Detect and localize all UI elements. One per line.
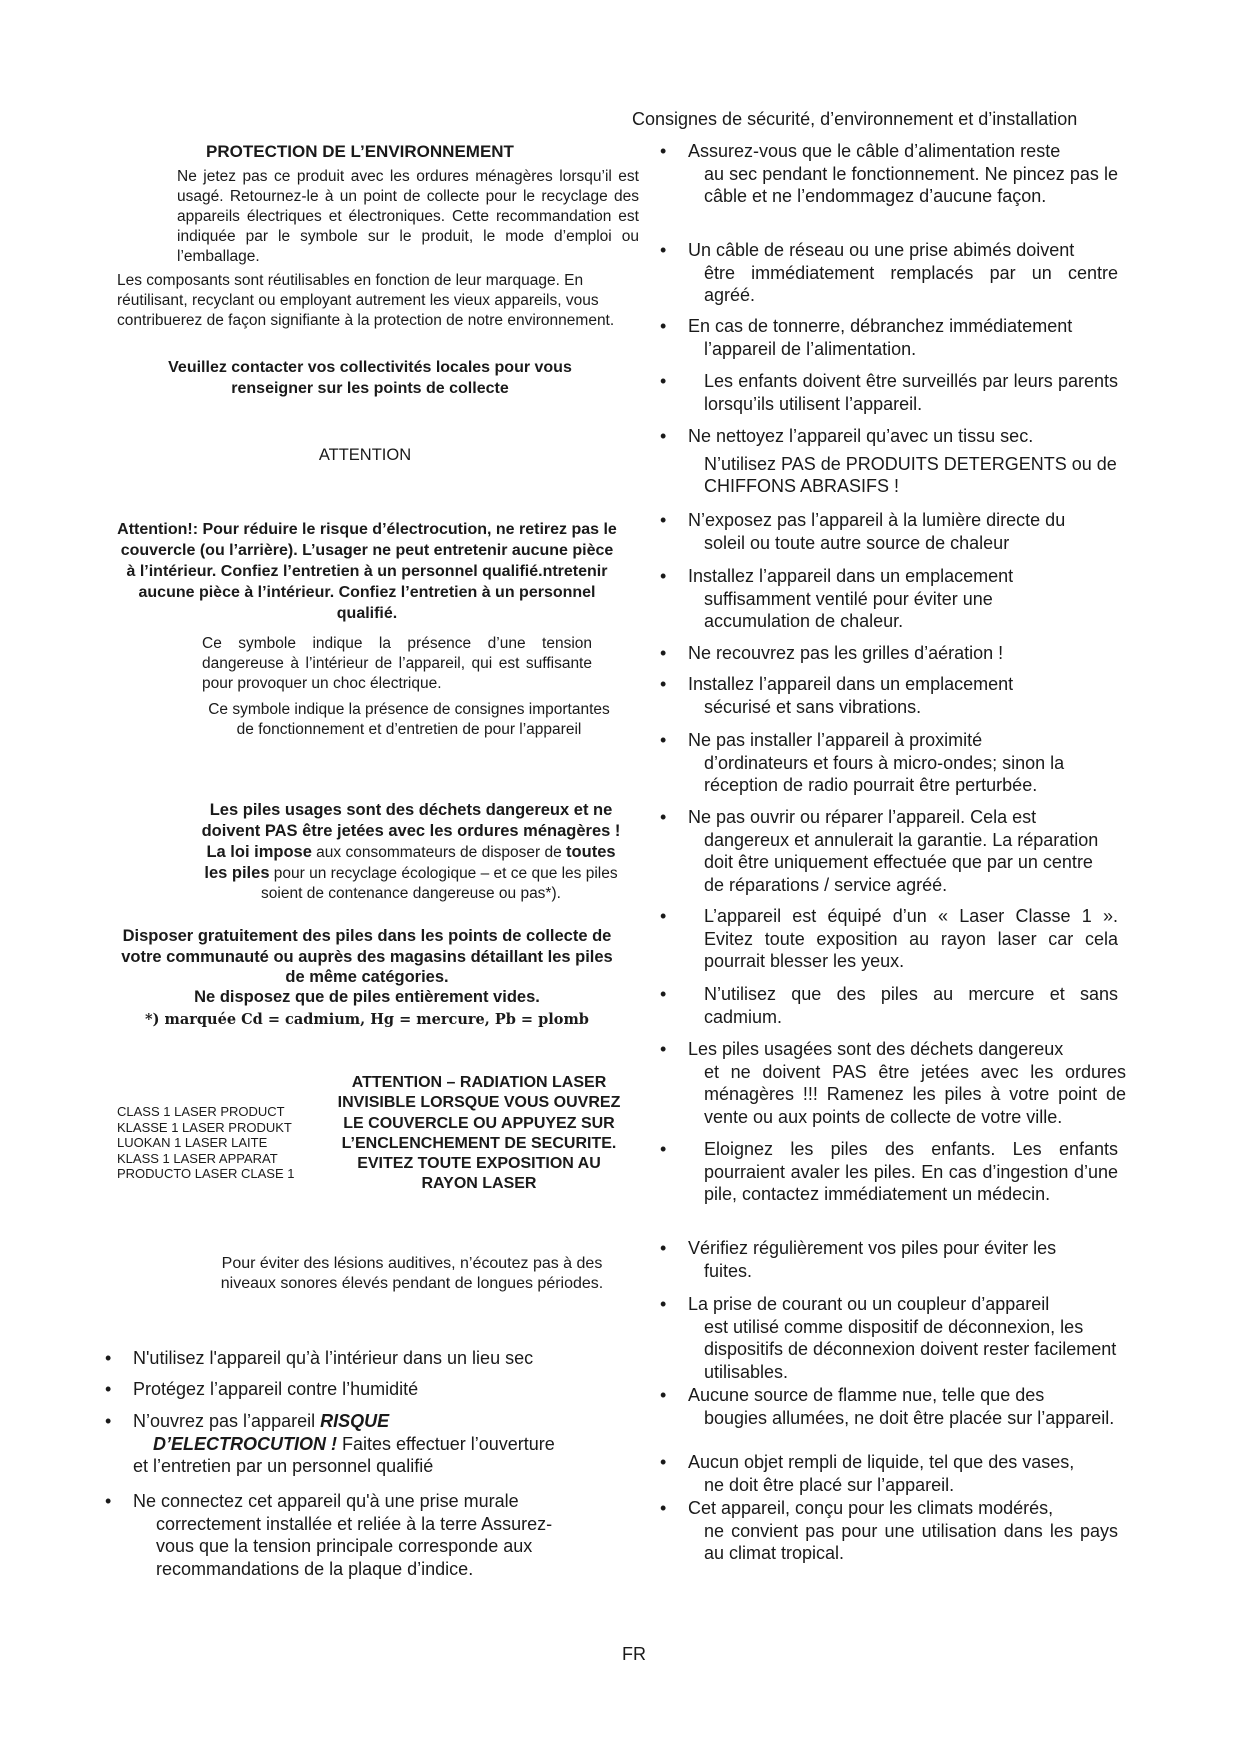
list-item-text: La prise de courant ou un coupleur d’appareil est utilisé comme dispositif de déconnexion, les dispositifs de déconnexion doivent rester facilement utilisables.	[688, 1294, 1117, 1382]
bullet-icon: •	[660, 906, 667, 926]
list-item	[660, 1293, 1118, 1383]
list-item	[660, 642, 1118, 665]
bullet-icon: •	[660, 1039, 667, 1059]
bullet-icon: •	[105, 1379, 112, 1399]
list-item	[660, 1451, 1118, 1496]
list-item-text: N’utilisez que des piles au mercure et sans cadmium.	[704, 984, 1118, 1027]
bullet-icon: •	[660, 674, 667, 694]
bullet-icon: •	[660, 1452, 667, 1472]
list-item	[105, 1347, 645, 1370]
environment-paragraph-1: Ne jetez pas ce produit avec les ordures ménagères lorsqu’il est usagé. Retournez-le à un point de collecte pour le recyclage des appareils électriques et électroniques. Cette recommandation est indiquée par le symbole sur le produit, le mode d’emploi ou l’emballage.	[177, 168, 639, 265]
laser-radiation-warning: ATTENTION – RADIATION LASER INVISIBLE LORSQUE VOUS OUVREZ LE COUVERCLE OU APPUYEZ SUR L’ENCLENCHEMENT DE SECURITE. EVITEZ TOUTE EXPOSITION AU RAYON LASER	[337, 1074, 621, 1193]
list-item-text: Installez l’appareil dans un emplacement suffisamment ventilé pour éviter une accumulation de chaleur.	[688, 566, 1014, 632]
list-item-text: Assurez-vous que le câble d’alimentation reste au sec pendant le fonctionnement. Ne pincez pas le câble et ne l’endommagez d’aucune façon.	[688, 141, 1118, 207]
bullet-icon: •	[660, 371, 667, 391]
list-item	[660, 315, 1118, 360]
list-item-text: Protégez l’appareil contre l’humidité	[133, 1379, 419, 1399]
batteries-notice	[196, 800, 626, 904]
list-item	[660, 905, 1118, 973]
list-item-text: Ne recouvrez pas les grilles d’aération !	[688, 643, 1004, 663]
list-item-text: Un câble de réseau ou une prise abimés doivent être immédiatement remplacés par un centre agréé.	[688, 240, 1118, 306]
batteries-normal-1: aux consommateurs de disposer de	[311, 844, 567, 861]
bullet-icon: •	[660, 510, 667, 530]
risk-label: RISQUE	[320, 1411, 390, 1431]
list-item	[660, 425, 1118, 498]
bullet-icon: •	[660, 807, 667, 827]
hearing-warning: Pour éviter des lésions auditives, n’écoutez pas à des niveaux sonores élevés pendant de longues périodes.	[220, 1255, 604, 1292]
bullet-icon: •	[660, 730, 667, 750]
list-item	[105, 1410, 645, 1478]
bullet-icon: •	[660, 1294, 667, 1314]
list-item	[105, 1378, 645, 1401]
laser-class-label: KLASSE 1 LASER PRODUKT	[117, 1119, 292, 1135]
bullet-icon: •	[660, 316, 667, 336]
list-item	[660, 673, 1118, 718]
list-item-text	[105, 1410, 645, 1478]
bullet-icon: •	[105, 1348, 112, 1368]
bullet-icon: •	[660, 1238, 667, 1258]
list-item-text-part: Faites effectuer l’ouverture	[337, 1433, 555, 1454]
bullet-icon: •	[660, 240, 667, 260]
bullet-icon: •	[660, 1385, 667, 1405]
list-item-text	[105, 1490, 585, 1580]
list-item-text: Vérifiez régulièrement vos piles pour éviter les fuites.	[688, 1238, 1057, 1281]
list-item-text: En cas de tonnerre, débranchez immédiatement l’appareil de l’alimentation.	[688, 316, 1073, 359]
collection-contact: Veuillez contacter vos collectivités locales pour vous renseigner sur les points de collecte	[168, 359, 572, 397]
list-item	[105, 1490, 585, 1580]
batteries-empty: Ne disposez que de piles entièrement vides.	[194, 988, 540, 1006]
list-item-text: L’appareil est équipé d’un « Laser Classe 1 ». Evitez toute exposition au rayon laser car cela pourrait blesser les yeux.	[704, 906, 1118, 972]
list-item	[660, 239, 1118, 307]
list-item-text: Les piles usagées sont des déchets dangereux et ne doivent PAS être jetées avec les ordures ménagères !!! Ramenez les piles à votre point de vente ou aux points de collecte de votre ville.	[688, 1039, 1126, 1127]
list-item	[660, 565, 1060, 633]
list-item	[660, 983, 1118, 1028]
environment-title: PROTECTION DE L’ENVIRONNEMENT	[206, 142, 514, 161]
page-language-label: FR	[622, 1644, 646, 1664]
list-item-text-part: correctement installée et reliée à la terre Assurez-vous que la tension principale corresponde aux recommandations de la plaque d’indice.	[156, 1513, 553, 1579]
instructions-symbol-note: Ce symbole indique la présence de consignes importantes de fonctionnement et d’entretien de pour l’appareil	[208, 701, 610, 738]
list-item	[660, 806, 1105, 896]
list-item	[660, 1237, 1118, 1282]
list-item-text: N'utilisez l'appareil qu’à l’intérieur dans un lieu sec	[133, 1348, 534, 1368]
list-item	[660, 1384, 1118, 1429]
list-item-text: Cet appareil, conçu pour les climats modérés, ne convient pas pour une utilisation dans les pays au climat tropical.	[688, 1498, 1118, 1564]
laser-class-label: PRODUCTO LASER CLASE 1	[117, 1166, 295, 1181]
laser-class-label: LUOKAN 1 LASER LAITE	[117, 1135, 268, 1150]
batteries-bold-1: Les piles usages sont des déchets dangereux et ne doivent PAS être jetées avec les ordures ménagères ! La loi impose	[201, 801, 621, 861]
list-item-text: Installez l’appareil dans un emplacement sécurisé et sans vibrations.	[688, 674, 1014, 717]
batteries-normal-2: pour un recyclage écologique – et ce que les piles soient de contenance dangereuse ou pas*).	[261, 865, 618, 902]
list-item-text-part: Ne connectez cet appareil qu'à une prise murale	[133, 1491, 519, 1511]
list-item	[660, 1497, 1118, 1565]
list-item-text: Eloignez les piles des enfants. Les enfants pourraient avaler les piles. En cas d’ingestion d’une pile, contactez immédiatement un médecin.	[704, 1139, 1118, 1205]
safety-section-header: Consignes de sécurité, d’environnement et d’installation	[632, 109, 1078, 129]
list-item	[660, 1038, 1126, 1128]
list-item-text: N’exposez pas l’appareil à la lumière directe du soleil ou toute autre source de chaleur	[688, 510, 1066, 553]
bullet-icon: •	[105, 1491, 112, 1511]
laser-class-list	[117, 1104, 317, 1182]
list-item	[660, 1138, 1118, 1206]
bullet-icon: •	[660, 984, 667, 1004]
bullet-icon: •	[660, 643, 667, 663]
batteries-bold-2: toutes les piles	[204, 843, 616, 882]
voltage-symbol-note: Ce symbole indique la présence d’une tension dangereuse à l’intérieur de l’appareil, qui est suffisante pour provoquer un choc électrique.	[202, 635, 592, 692]
list-item-text-part: N’ouvrez pas l’appareil	[133, 1411, 321, 1431]
list-item	[660, 729, 1090, 797]
bullet-icon: •	[660, 1498, 667, 1518]
list-item-text: Ne nettoyez l’appareil qu’avec un tissu sec. N’utilisez PAS de PRODUITS DETERGENTS ou de CHIFFONS ABRASIFS !	[688, 426, 1117, 497]
risk-label: D’ELECTROCUTION !	[153, 1433, 337, 1454]
laser-class-label: CLASS 1 LASER PRODUCT	[117, 1104, 285, 1119]
environment-paragraph-2: Les composants sont réutilisables en fonction de leur marquage. En réutilisant, recyclant ou employant autrement les vieux appareils, vous contribuerez de façon signifiante à la protection de notre environnement.	[117, 272, 615, 329]
list-item-text: Les enfants doivent être surveillés par leurs parents lorsqu’ils utilisent l’appareil.	[704, 371, 1118, 414]
list-item-text: Aucune source de flamme nue, telle que des bougies allumées, ne doit être placée sur l’appareil.	[688, 1385, 1115, 1428]
bullet-icon: •	[105, 1411, 112, 1431]
attention-warning: Attention!: Pour réduire le risque d’électrocution, ne retirez pas le couvercle (ou l’arrière). L’usager ne peut entretenir aucune pièce à l’intérieur. Confiez l’entretien à un personnel qualifié.ntretenir aucune pièce à l’intérieur. Confiez l’entretien à un personnel qualifié.	[117, 521, 617, 622]
bullet-icon: •	[660, 426, 667, 446]
list-item-text: Ne pas installer l’appareil à proximité d’ordinateurs et fours à micro-ondes; sinon la réception de radio pourrait être perturbée.	[688, 730, 1065, 796]
bullet-icon: •	[660, 141, 667, 161]
batteries-marks: *) marquée Cd = cadmium, Hg = mercure, Pb = plomb	[145, 1011, 589, 1028]
list-item-text: Ne pas ouvrir ou réparer l’appareil. Cela est dangereux et annulerait la garantie. La réparation doit être uniquement effectuée que par un centre de réparations / service agréé.	[688, 807, 1099, 895]
list-item-text: Aucun objet rempli de liquide, tel que des vases, ne doit être placé sur l’appareil.	[688, 1452, 1075, 1495]
laser-class-label: KLASS 1 LASER APPARAT	[117, 1150, 278, 1166]
list-item	[660, 509, 1118, 554]
list-item	[660, 370, 1118, 415]
list-item	[660, 140, 1118, 208]
bullet-icon: •	[660, 1139, 667, 1159]
batteries-dispose: Disposer gratuitement des piles dans les points de collecte de votre communauté ou auprès des magasins détaillant les piles de même catégories.	[121, 927, 613, 986]
attention-heading: ATTENTION	[318, 446, 412, 464]
list-item-text-part: et l’entretien par un personnel qualifié	[133, 1456, 434, 1477]
bullet-icon: •	[660, 566, 667, 586]
